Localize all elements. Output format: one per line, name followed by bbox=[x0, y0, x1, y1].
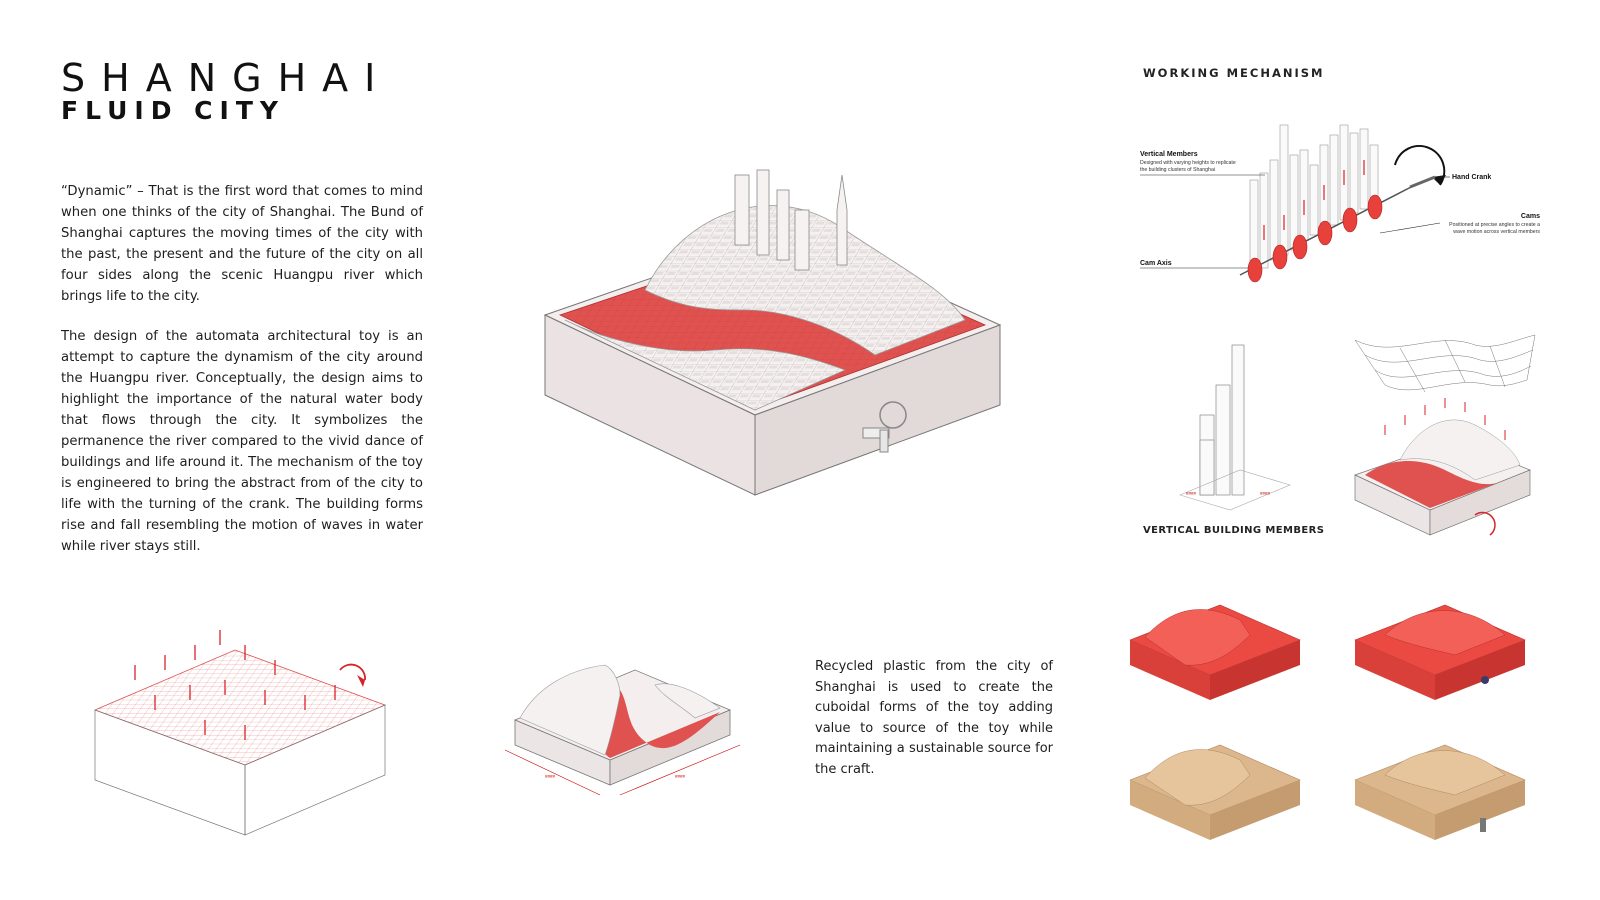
svg-text:####: #### bbox=[1186, 491, 1197, 496]
svg-text:####: #### bbox=[1260, 491, 1271, 496]
wave-motion-diagram bbox=[1355, 330, 1535, 555]
material-variant-red-1 bbox=[1130, 595, 1305, 720]
page-title: SHANGHAI bbox=[61, 56, 392, 100]
hero-model-illustration bbox=[545, 170, 1015, 510]
cams-desc-1: Positioned at precise angles to create a bbox=[1449, 222, 1540, 228]
description-paragraph-1: “Dynamic” – That is the first word that comes to mind when one thinks of the city of Shanghai. The Bund of Shanghai captures the moving times of the city with the past, the present and the future of the city on all four sides along the scenic Huangpu river which brings life to the city. bbox=[61, 184, 423, 304]
svg-text:####: #### bbox=[545, 774, 556, 779]
working-mechanism-heading: WORKING MECHANISM bbox=[1143, 66, 1325, 80]
page-subtitle: FLUID CITY bbox=[61, 96, 285, 125]
vertical-members-diagram bbox=[1180, 345, 1320, 515]
exploded-line-drawing bbox=[95, 625, 395, 845]
working-mechanism-diagram bbox=[1140, 105, 1580, 305]
dimensioned-model bbox=[505, 650, 755, 825]
vertical-members-desc-2: the building clusters of Shanghai bbox=[1140, 167, 1215, 173]
cams-label: Cams bbox=[1520, 213, 1540, 220]
recycled-plastic-note: Recycled plastic from the city of Shanghai is used to create the cuboidal forms of the toy adding value to source of the toy while maintaining a sustainable source for the craft. bbox=[815, 659, 1053, 777]
description-paragraph-2: The design of the automata architectural toy is an attempt to capture the dynamism of the city around the Huangpu river. Conceptually, the design aims to highlight the importance of the natural water body that flows through the city. It symbolizes the permanence the river compared to the vivid dance of buildings and life around it. The mechanism of the toy is engineered to bring the abstract from of the city to life with the turning of the crank. The building forms rise and fall resembling the motion of waves in water while river stays still. bbox=[61, 329, 423, 554]
cam-axis-label: Cam Axis bbox=[1140, 260, 1172, 267]
material-variant-cork-2 bbox=[1355, 730, 1530, 865]
vertical-members-label: Vertical Members bbox=[1140, 151, 1198, 158]
material-variant-red-2 bbox=[1355, 595, 1530, 720]
svg-text:####: #### bbox=[675, 774, 686, 779]
hand-crank-label: Hand Crank bbox=[1452, 174, 1492, 181]
material-variant-cork-1 bbox=[1130, 730, 1305, 860]
vertical-members-heading: VERTICAL BUILDING MEMBERS bbox=[1143, 525, 1325, 536]
cams-desc-2: wave motion across vertical members bbox=[1453, 229, 1540, 235]
vertical-members-desc-1: Designed with varying heights to replicate bbox=[1140, 160, 1236, 166]
